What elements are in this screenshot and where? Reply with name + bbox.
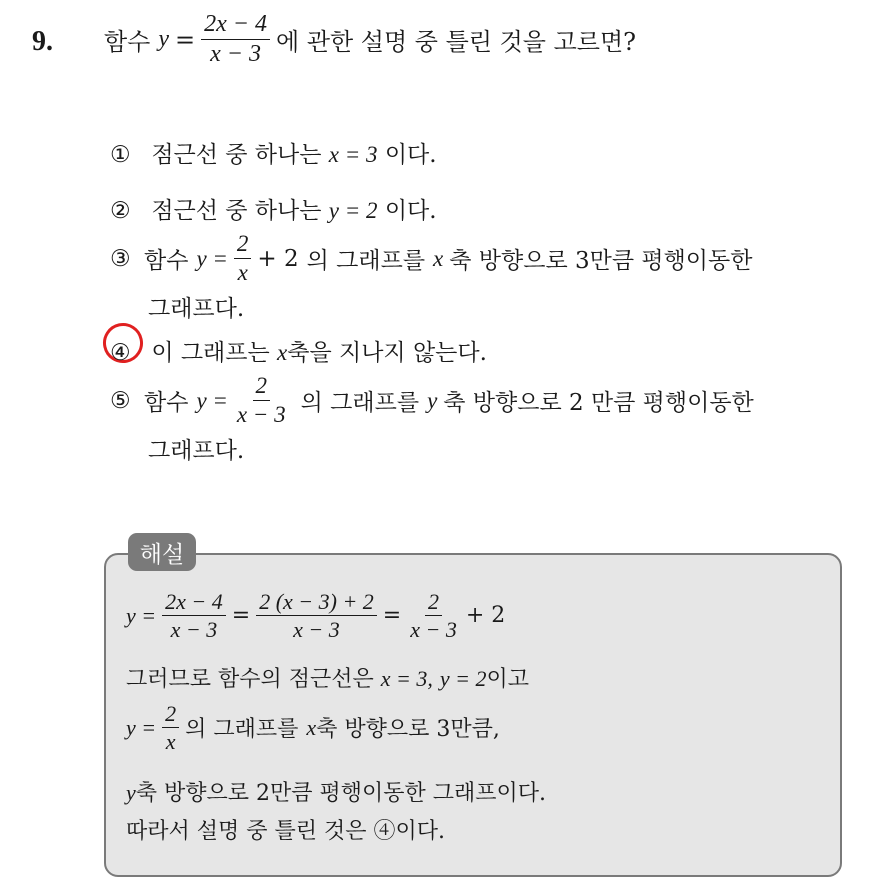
ex3-text: 의 그래프를 [185, 717, 299, 743]
ex3-axis: x [306, 714, 317, 740]
choice-1-mark: ① [110, 142, 131, 168]
choice-2[interactable] [110, 192, 437, 225]
ex4-axis: y [126, 780, 136, 805]
ex1-f1-num: 2x − 4 [162, 590, 226, 616]
choice-5[interactable] [110, 374, 754, 427]
question-stem [104, 12, 636, 67]
ex1-f2-den: x − 3 [293, 617, 340, 643]
ex1-f3-num: 2 [425, 590, 442, 616]
ex1-f2-num: 2 (x − 3) + 2 [256, 590, 377, 616]
question-fraction [201, 12, 270, 67]
choice-2-math: y = 2 [328, 198, 378, 223]
choice-4-axis: x [277, 340, 288, 365]
choice-3-after: + 2 [257, 245, 299, 272]
ex2-math1: x = 3, [380, 666, 433, 691]
choice-4[interactable] [110, 334, 487, 367]
choice-3-denominator: x [237, 260, 248, 286]
choice-3-text: 의 그래프를 [306, 248, 426, 275]
ex3-den: x [165, 729, 176, 755]
explanation-line-5: 따라서 설명 중 틀린 것은 ④이다. [126, 819, 445, 844]
ex1-tail: + 2 [465, 603, 506, 629]
ex1-f1-den: x − 3 [170, 617, 218, 643]
choice-2-mark: ② [110, 198, 131, 224]
explanation-tag: 해설 [128, 533, 196, 571]
choice-3-line2: 그래프다. [148, 296, 245, 322]
choice-3-numerator: 2 [234, 232, 252, 259]
choice-3-prefix: 함수 [144, 248, 189, 275]
question-prefix: 함수 [104, 28, 151, 57]
choice-4-text: 이 그래프는 [151, 340, 270, 366]
ex2-text: 그러므로 함수의 점근선은 [126, 667, 374, 692]
question-eq: = [175, 25, 196, 54]
choice-5-axis: y [427, 387, 438, 413]
choice-5-denominator: x − 3 [236, 402, 286, 428]
choice-3-lhs: y = [196, 245, 228, 271]
choice-4-mark: ④ [110, 340, 131, 366]
question-suffix: 에 관한 설명 중 틀린 것을 고르면? [276, 28, 637, 57]
ex1-fraction-1 [162, 590, 226, 641]
explanation-line-2 [126, 662, 529, 693]
ex1-eq2: = [231, 603, 251, 629]
question-numerator: 2x − 4 [201, 12, 270, 40]
question-func-var: y [158, 26, 170, 53]
question-number: 9. [32, 26, 53, 57]
choice-3-axis: x [433, 245, 444, 271]
choice-5-fraction [234, 374, 289, 427]
choice-5-numerator: 2 [253, 374, 271, 401]
choice-1-tail: 이다. [384, 142, 437, 168]
explanation-line-4 [126, 776, 546, 807]
ex1-lhs: y = [126, 602, 157, 628]
ex3-fraction [162, 702, 179, 753]
choice-5-line2: 그래프다. [148, 438, 245, 464]
choice-4-tail: 축을 지나지 않는다. [287, 340, 487, 366]
explanation-line-1 [126, 590, 505, 641]
choice-3-mark: ③ [110, 245, 131, 272]
ex1-fraction-2 [256, 590, 377, 641]
ex1-f3-den: x − 3 [410, 617, 457, 643]
choice-1-math: x = 3 [328, 142, 378, 167]
choice-3-fraction [234, 232, 252, 285]
choice-5-text: 의 그래프를 [300, 390, 420, 417]
choice-5-tail: 축 방향으로 2 만큼 평행이동한 [443, 390, 754, 417]
choice-1[interactable] [110, 136, 437, 169]
choice-2-text: 점근선 중 하나는 [151, 198, 322, 224]
ex1-fraction-3 [407, 590, 460, 641]
ex2-math2: y = 2 [439, 666, 487, 691]
choice-5-prefix: 함수 [144, 390, 189, 417]
choice-5-lhs: y = [196, 387, 228, 413]
choice-2-tail: 이다. [384, 198, 437, 224]
choice-3-tail: 축 방향으로 3만큼 평행이동한 [449, 248, 753, 275]
ex3-lhs: y = [126, 714, 157, 740]
choice-3[interactable] [110, 232, 752, 285]
ex1-eq3: = [382, 603, 402, 629]
ex3-tail: 축 방향으로 3만큼, [316, 717, 500, 743]
ex2-tail: 이고 [486, 667, 530, 692]
ex3-num: 2 [162, 702, 179, 728]
choice-5-mark: ⑤ [110, 387, 131, 414]
choice-1-text: 점근선 중 하나는 [151, 142, 322, 168]
question-denominator: x − 3 [210, 41, 261, 68]
explanation-line-3 [126, 702, 500, 753]
ex4-tail: 축 방향으로 2만큼 평행이동한 그래프이다. [135, 781, 547, 806]
